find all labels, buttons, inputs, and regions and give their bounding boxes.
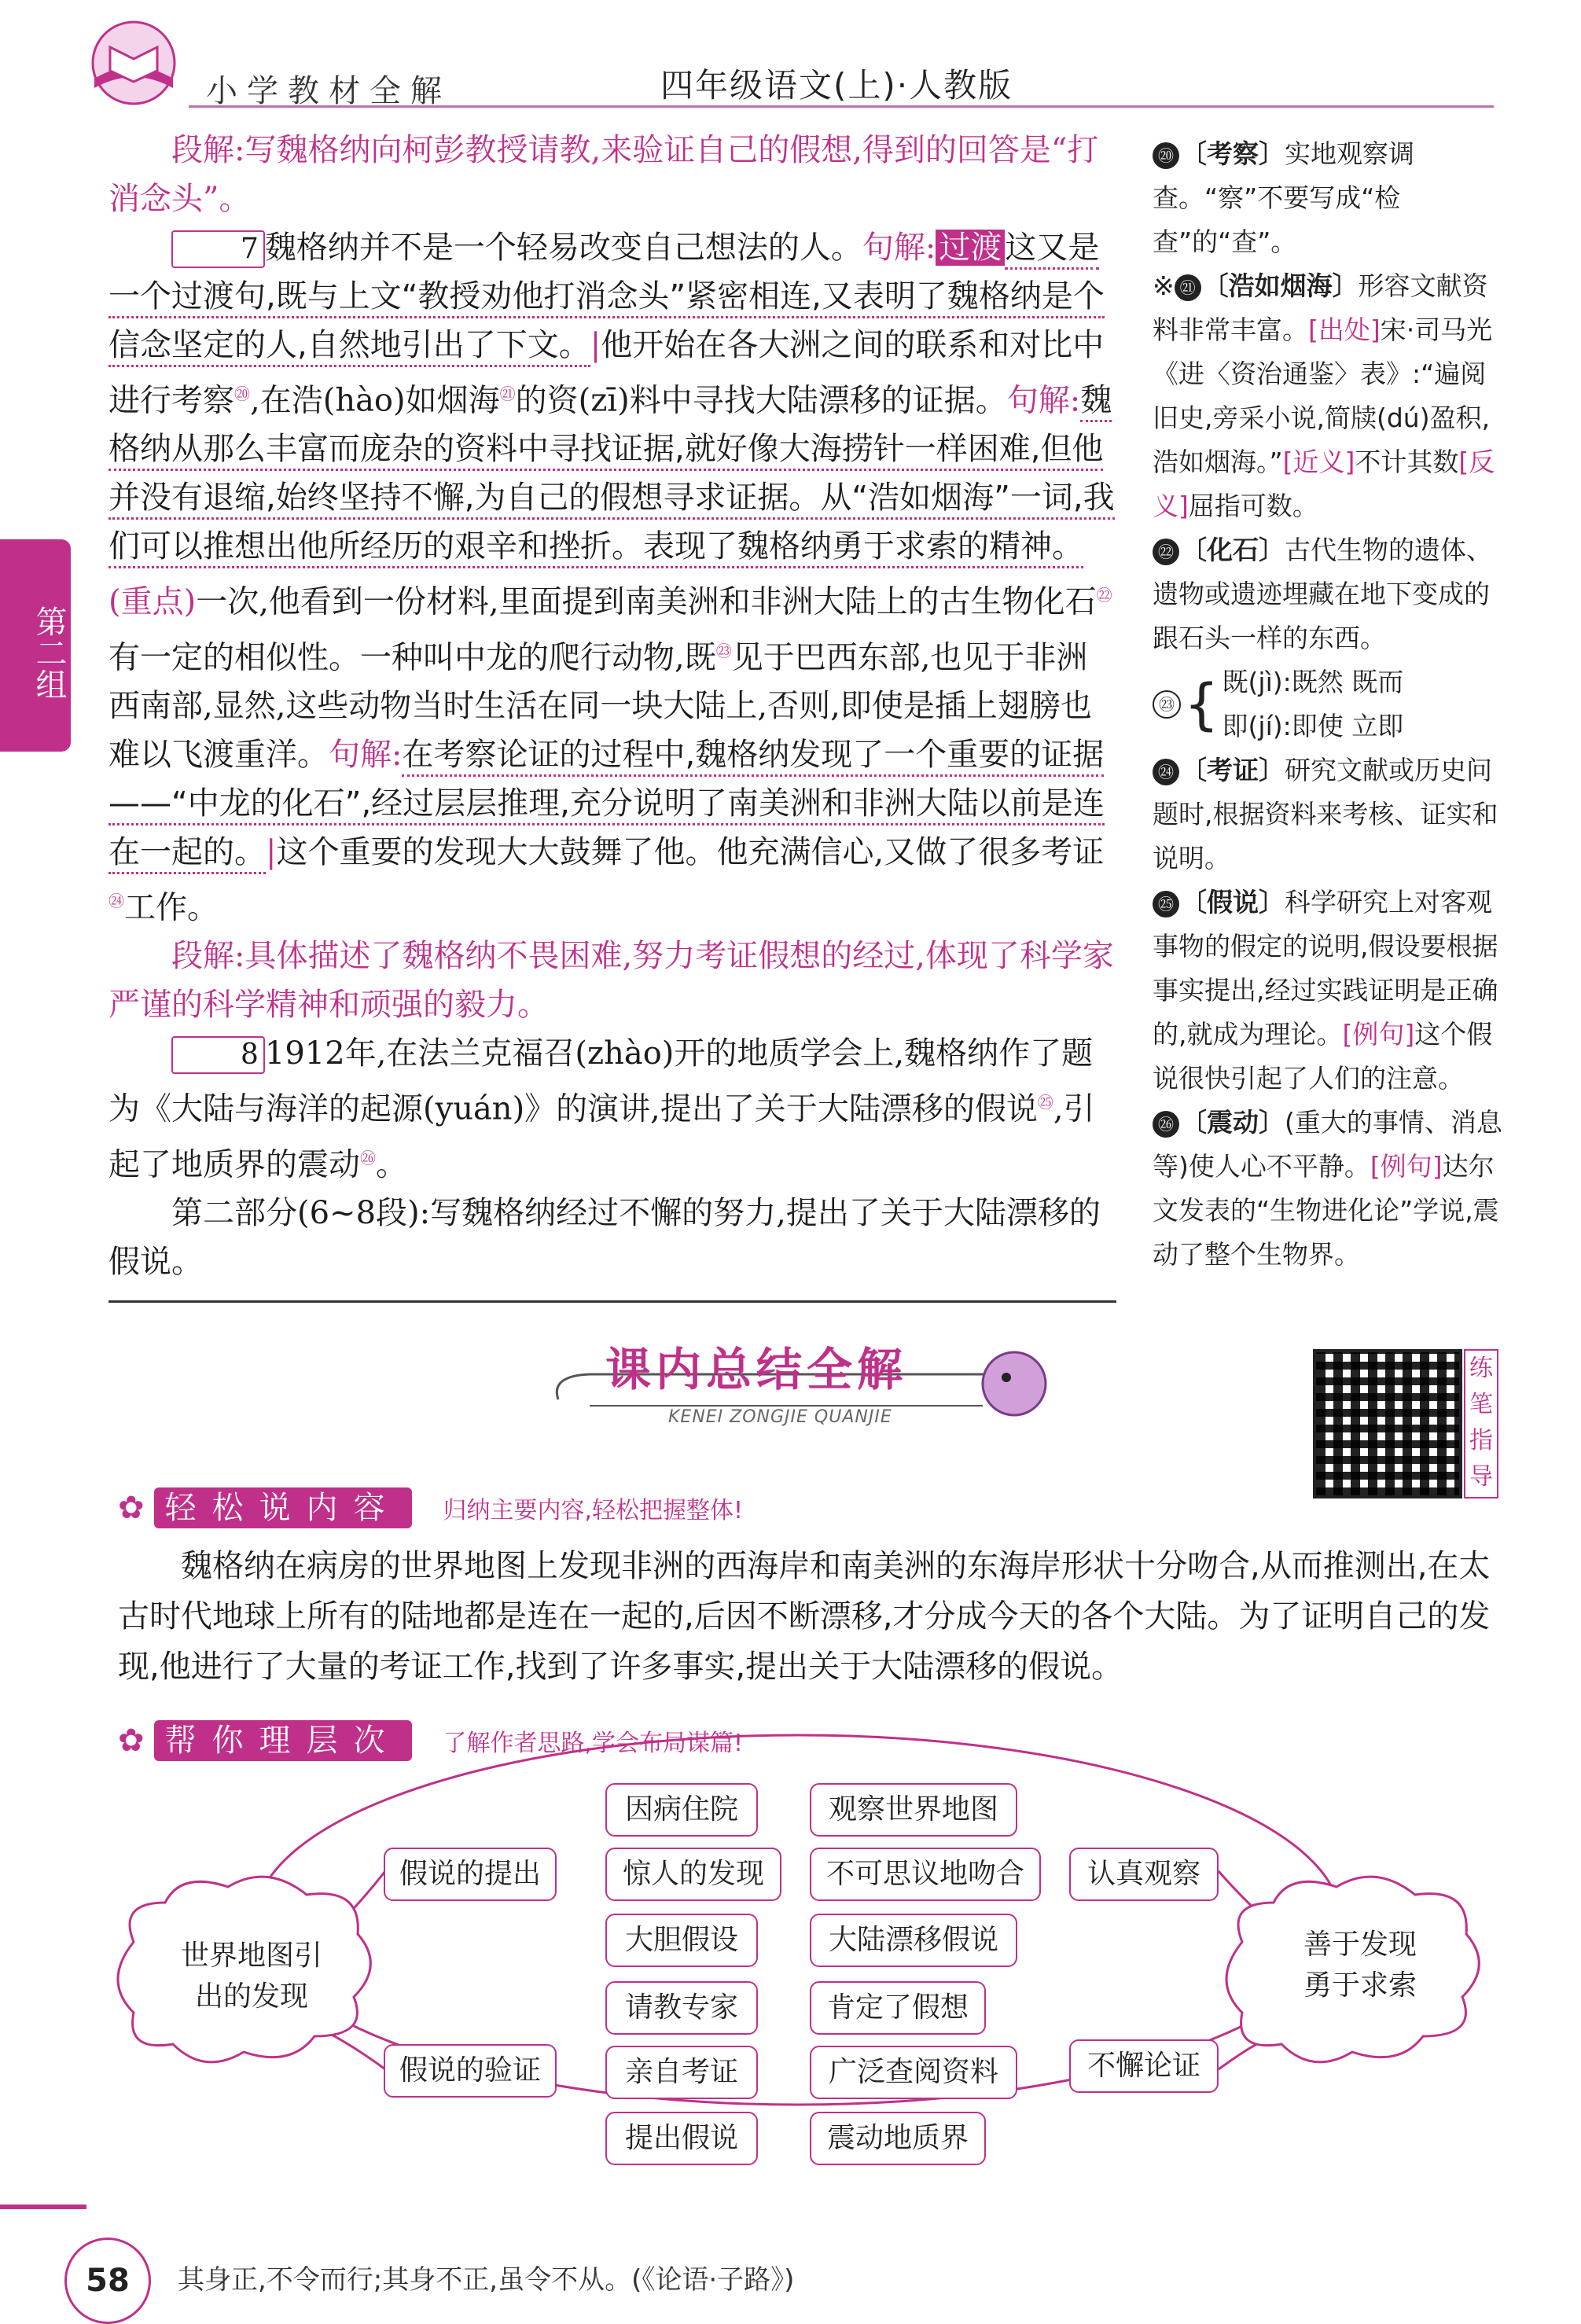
- text-run: ,在浩(hào)如烟海: [250, 382, 500, 419]
- note-text: 古代生物的遗体、遗物或遗迹埋藏在地下变成的跟石头一样的东西。: [1153, 535, 1492, 653]
- note-text: 形容文献资料非常丰富。: [1153, 270, 1488, 345]
- diagram-node: 惊人的发现: [605, 1848, 781, 1901]
- section-title: 帮你理层次: [154, 1720, 412, 1761]
- analysis-text: 写魏格纳向柯彭教授请教,来验证自己的假想,得到的回答是“打消念头”。: [108, 132, 1099, 217]
- separator: |: [590, 327, 601, 363]
- summary-text: 魏格纳在病房的世界地图上发现非洲的西海岸和南美洲的东海岸形状十分吻合,从而推测出,在太古时代地球上所有的陆地都是连在一起的,后因不断漂移,才分成今天的各个大陆。为了证明自己的发现,他进行了大量的考证工作,找到了许多事实,提出关于大陆漂移的假说。: [118, 1548, 1491, 1685]
- note-text: 即(jí):即使 立即: [1222, 711, 1404, 741]
- sentence-tag: 句解:: [862, 230, 936, 266]
- note-tag: [反义]: [1153, 447, 1495, 521]
- note-number: ㉒: [1153, 539, 1179, 565]
- section-hint: 了解作者思路,学会布局谋篇!: [443, 1730, 744, 1757]
- right-cloud: [1266, 1925, 1454, 2006]
- cloud-line: 出的发现: [194, 1980, 308, 2013]
- note-text: 这个假说很快引起了人们的注意。: [1153, 1019, 1493, 1094]
- note-tag: [例句]: [1342, 1019, 1415, 1050]
- footnote-marker: ㉒: [1096, 586, 1112, 605]
- key-point-tag: (重点): [108, 583, 197, 620]
- section-hint: 归纳主要内容,轻松把握整体!: [443, 1497, 744, 1524]
- section-title: 轻松说内容: [154, 1487, 412, 1528]
- page-number: 58: [64, 2238, 151, 2324]
- text-run: ,引起了地质界的震动: [108, 1090, 1095, 1182]
- cloud-line: 世界地图引: [180, 1940, 322, 1972]
- diagram-node: 不懈论证: [1069, 2039, 1219, 2093]
- text-run: 的资(zī)料中寻找大陆漂移的证据。: [515, 382, 1007, 419]
- sentence-tag: 句解:: [1006, 382, 1081, 419]
- note-term: 〔震动〕: [1181, 1107, 1285, 1138]
- text-run: 他开始在各大洲之间的联系和对比中进行考察: [108, 327, 1105, 419]
- note-number: ⑳: [1153, 142, 1179, 169]
- analysis-text: 具体描述了魏格纳不畏困难,努力考证假想的经过,体现了科学家严谨的科学精神和顽强的毅力。: [108, 938, 1114, 1024]
- qr-label: 练笔指导: [1464, 1349, 1498, 1498]
- cloud-line: 勇于求索: [1303, 1969, 1417, 2002]
- note-number: ㉖: [1153, 1111, 1179, 1138]
- highlight-tag: 过渡: [936, 230, 1005, 266]
- diagram-node: 不可思议地吻合: [810, 1848, 1041, 1901]
- note-text: (重大的事情、消息等)使人心不平静。: [1153, 1107, 1502, 1182]
- sentence-analysis: 这又是一个过渡句,既与上文“教授劝他打消念头”紧密相连,又表明了魏格纳是个信念坚定的人,自然地引出了下文。: [108, 230, 1105, 367]
- diagram-node: 观察世界地图: [810, 1783, 1017, 1837]
- sentence-analysis: 在考察论证的过程中,魏格纳发现了一个重要的证据——“中龙的化石”,经过层层推理,充分说明了南美洲和非洲大陆以前是连在一起的。: [108, 737, 1105, 874]
- note-number: ㉑: [1175, 274, 1201, 301]
- footnote-marker: ㉕: [1037, 1093, 1053, 1112]
- diagram-node: 提出假说: [605, 2112, 758, 2165]
- separator: |: [266, 833, 277, 870]
- footnote-marker: ㉑: [499, 384, 516, 403]
- analysis-tag: 段解:: [171, 938, 245, 975]
- branch-hypothesis-verified: 假说的验证: [384, 2044, 557, 2098]
- branch-hypothesis-proposed: 假说的提出: [384, 1848, 557, 1901]
- note-prefix: ※: [1153, 270, 1175, 301]
- analysis-tag: 段解:: [171, 132, 245, 168]
- note-term: 〔考察〕: [1181, 138, 1285, 169]
- diagram-node: 认真观察: [1069, 1848, 1219, 1901]
- note-text: 宋·司马光《进〈资治通鉴〉表》:“遍阅旧史,旁采小说,简牍(dú)盈积,浩如烟海。”: [1153, 314, 1493, 477]
- text-run: 工作。: [124, 889, 219, 926]
- note-tag: [出处]: [1308, 314, 1381, 345]
- diagram-node: 请教专家: [605, 1981, 758, 2035]
- paragraph-number: 7: [171, 230, 265, 268]
- summary-subtitle: KENEI ZONGJIE QUANJIE: [668, 1407, 892, 1427]
- note-text: 屈指可数。: [1188, 491, 1318, 521]
- note-text: 科学研究上对客观事物的假定的说明,假设要根据事实提出,经过实践证明是正确的,就成为理论。: [1153, 887, 1498, 1050]
- footer-accent-line: [0, 2204, 86, 2209]
- footer-quote: 其身正,不令而行;其身不正,虽令不从。(《论语·子路》): [178, 2264, 795, 2296]
- text-run: 这个重要的发现大大鼓舞了他。他充满信心,又做了很多考证: [276, 833, 1105, 870]
- unit-side-tab: 第二组: [0, 539, 71, 752]
- note-text: 既(jì):既然 既而: [1222, 667, 1404, 697]
- note-term: 〔化石〕: [1181, 535, 1285, 565]
- diagram-node: 肯定了假想: [810, 1981, 986, 2035]
- diagram-node: 震动地质界: [810, 2112, 986, 2165]
- part-summary: 第二部分(6~8段):写魏格纳经过不懈的努力,提出了关于大陆漂移的假说。: [108, 1194, 1101, 1280]
- diagram-node: 亲自考证: [605, 2046, 758, 2099]
- text-run: 1912年,在法兰克福召(zhào)开的地质学会上,魏格纳作了题为《大陆与海洋的起源(yuán)》的演讲,提出了关于大陆漂移的假说: [108, 1035, 1094, 1127]
- note-text: 不计其数: [1355, 447, 1459, 477]
- cloud-line: 善于发现: [1303, 1929, 1417, 1961]
- book-title: 四年级语文(上)·人教版: [660, 66, 1013, 105]
- diagram-node: 广泛查阅资料: [810, 2046, 1017, 2099]
- footnote-marker: ㉔: [108, 891, 124, 910]
- note-text: 达尔文发表的“生物进化论”学说,震动了整个生物界。: [1153, 1151, 1499, 1270]
- summary-title: 课内总结全解: [605, 1343, 908, 1396]
- footnote-marker: ㉓: [715, 641, 732, 660]
- diagram-node: 大陆漂移假说: [810, 1914, 1017, 1967]
- brace-icon: {: [1184, 672, 1219, 737]
- note-number: ㉔: [1153, 759, 1179, 785]
- note-text: 研究文献或历史问题时,根据资料来考核、证实和说明。: [1153, 755, 1498, 873]
- sentence-tag: 句解:: [329, 736, 403, 773]
- note-tag: [例句]: [1370, 1151, 1443, 1182]
- note-number: ㉕: [1153, 891, 1179, 917]
- note-term: 〔考证〕: [1181, 755, 1285, 785]
- footnote-marker: ⑳: [234, 384, 250, 403]
- note-text: 实地观察调查。“察”不要写成“检查”的“查”。: [1153, 138, 1414, 257]
- note-number: ㉓: [1153, 690, 1181, 719]
- text-run: 。: [376, 1145, 407, 1182]
- series-title: 小学教材全解: [206, 73, 451, 109]
- butterfly-icon: ✿: [118, 1490, 145, 1526]
- note-tag: [近义]: [1282, 447, 1355, 477]
- diagram-node: 大胆假设: [605, 1914, 758, 1967]
- text-run: 魏格纳并不是一个轻易改变自己想法的人。: [264, 230, 862, 266]
- text-run: 一次,他看到一份材料,里面提到南美洲和非洲大陆上的古生物化石: [196, 583, 1097, 620]
- diagram-node: 因病住院: [605, 1783, 758, 1837]
- note-term: 〔浩如烟海〕: [1202, 270, 1359, 301]
- text-run: 有一定的相似性。一种叫中龙的爬行动物,既: [108, 638, 716, 675]
- sentence-analysis: 魏格纳从那么丰富而庞杂的资料中寻找证据,就好像大海捞针一样困难,但他并没有退缩,始终坚持不懈,为自己的假想寻求证据。从“浩如烟海”一词,我们可以推想出他所经历的艰辛和挫折。表现了魏格纳勇于求索的精神。: [108, 382, 1115, 568]
- note-term: 〔假说〕: [1181, 887, 1285, 917]
- text-run: 见于巴西东部,也见于非洲西南部,显然,这些动物当时生活在同一块大陆上,否则,即使是插上翅膀也难以飞渡重洋。: [108, 638, 1092, 773]
- footnote-marker: ㉖: [360, 1148, 376, 1168]
- butterfly-icon: ✿: [118, 1723, 145, 1759]
- left-cloud: [157, 1936, 346, 2017]
- paragraph-number: 8: [171, 1036, 265, 1074]
